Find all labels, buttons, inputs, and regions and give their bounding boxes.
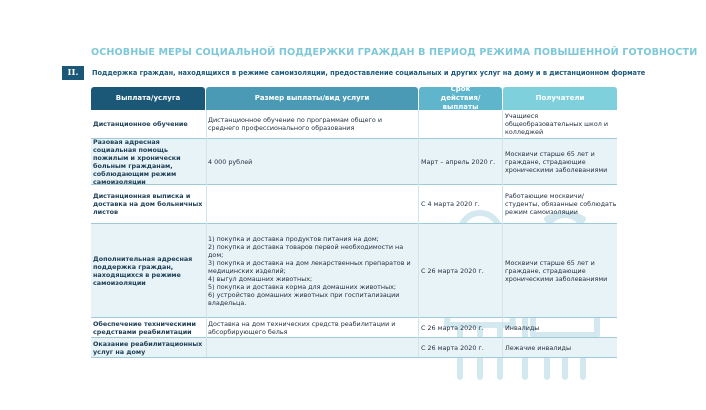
- header-recipients: Получатели: [503, 87, 617, 110]
- row-recipients: Инвалиды: [505, 323, 540, 332]
- row-service: Разовая адресная социальная помощь пожилым и хронически больным гражданам, соблюдающим режим самоизоляции: [93, 137, 181, 186]
- section-title: Поддержка граждан, находящихся в режиме самоизоляции, предоставление социальных и других услуг на дому и в дистанционном формате: [92, 69, 646, 77]
- header-detail: Размер выплаты/вид услуги: [206, 87, 418, 110]
- section-number: II.: [62, 66, 84, 80]
- column-divider: [418, 110, 419, 357]
- row-recipients: Лежачие инвалиды: [505, 343, 572, 352]
- row-detail: [208, 338, 413, 357]
- row-recipients: Учащиеся общеобразовательных школ и колледжей: [505, 112, 609, 136]
- table-row: [91, 318, 617, 338]
- row-detail: Дистанционное обучение по программам общего и среднего профессионального образования: [208, 116, 383, 132]
- row-detail: 1) покупка и доставка продуктов питания на дом; 2) покупка и доставка товаров первой необходимости на дом; 3) покупка и доставка на дом лекарственных препаратов и медицинских изделий; 4) выгул домашних животных; 5) покупка и доставка корма для домашних животных; 6) устройство домашних животных при госпитализации владельца.: [208, 234, 411, 307]
- row-service: Дистанционное обучение: [93, 120, 188, 128]
- column-divider: [206, 110, 207, 357]
- column-divider: [502, 110, 503, 357]
- row-detail: [208, 185, 413, 223]
- row-term: [421, 110, 501, 138]
- row-term: С 26 марта 2020 г.: [421, 266, 484, 275]
- row-term: Март – апрель 2020 г.: [421, 157, 496, 166]
- header-service: Выплата/услуга: [91, 87, 205, 110]
- header-term-text: Срок действия/выплаты: [440, 85, 481, 111]
- row-service: Оказание реабилитационных услуг на дому: [93, 339, 203, 356]
- header-term: [419, 87, 502, 110]
- table-row: [91, 338, 617, 358]
- row-term: С 26 марта 2020 г.: [421, 343, 484, 352]
- row-detail: Доставка на дом технических средств реабилитации и абсорбирующего белья: [208, 319, 396, 336]
- row-service: Дистанционная выписка и доставка на дом больничных листов: [93, 192, 203, 216]
- table-row: [91, 139, 617, 185]
- page-title: ОСНОВНЫЕ МЕРЫ СОЦИАЛЬНОЙ ПОДДЕРЖКИ ГРАЖДАН В ПЕРИОД РЕЖИМА ПОВЫШЕННОЙ ГОТОВНОСТИ: [91, 47, 698, 58]
- row-service: Дополнительная адресная поддержка граждан, находящихся в режиме самоизоляции: [93, 254, 193, 287]
- table-row: [91, 224, 617, 318]
- row-recipients: Москвичи старше 65 лет и граждане, страдающие хроническими заболеваниями: [505, 258, 608, 283]
- row-term: С 26 марта 2020 г.: [421, 323, 484, 332]
- row-detail: 4 000 рублей: [208, 157, 253, 166]
- table-row: [91, 110, 617, 139]
- table-row: [91, 185, 617, 224]
- row-recipients: Работающие москвичи/студенты, обязанные соблюдать режим самоизоляции: [505, 192, 617, 216]
- row-service: Обеспечение техническими средствами реабилитации: [93, 319, 197, 336]
- row-recipients: Москвичи старше 65 лет и граждане, страдающие хроническими заболеваниями: [505, 149, 608, 174]
- row-term: С 4 марта 2020 г.: [421, 200, 480, 208]
